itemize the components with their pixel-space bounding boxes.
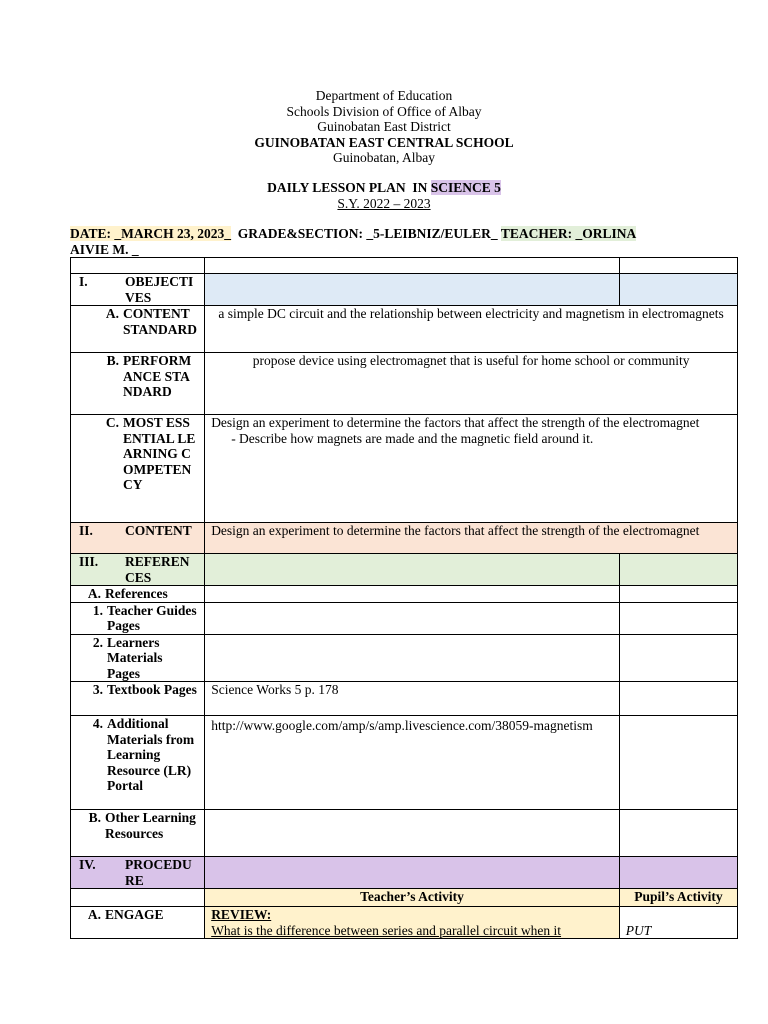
table-row — [71, 907, 738, 939]
table-row — [71, 353, 738, 415]
number: 1. — [92, 602, 103, 618]
number: 2. — [92, 634, 103, 650]
review-label: REVIEW: — [211, 907, 272, 922]
content-standard-value: a simple DC circuit and the relationship between electricity and magnetism in electromagnets — [205, 306, 738, 353]
section-label-ref-2: Learners Materials Pages — [107, 634, 163, 681]
letter: A. — [87, 907, 101, 922]
teacher-activity-header: Teacher’s Activity — [205, 889, 620, 907]
table-row — [71, 258, 738, 274]
table-row — [71, 857, 738, 889]
melc-value-line1: Design an experiment to determine the factors that affect the strength of the electromagnet — [211, 415, 700, 430]
section-label-ref-4: Additional Materials from Learning Resource (LR) Portal — [107, 716, 195, 793]
pupil-activity-header: Pupil’s Activity — [619, 889, 737, 907]
teacher-field-cont: AIVIE M. _ — [70, 241, 139, 257]
review-text: What is the difference between series and parallel circuit when it — [211, 922, 562, 938]
teacher-field: TEACHER: _ORLINA — [500, 226, 637, 241]
grade-section-field: GRADE&SECTION: _5-LEIBNIZ/EULER_ — [231, 226, 501, 241]
pupil-text: PUT — [625, 922, 652, 938]
section-label-procedure: PROCEDURE — [125, 857, 192, 888]
table-row — [71, 602, 738, 634]
document-header — [0, 88, 768, 166]
table-row — [71, 889, 738, 907]
info-line — [70, 226, 740, 257]
table-row — [71, 634, 738, 682]
lr-portal-link[interactable]: http://www.google.com/amp/s/amp.livescience.com/38059-magnetism — [205, 716, 620, 810]
title-subject: SCIENCE 5 — [430, 180, 501, 195]
table-row — [71, 274, 738, 306]
letter: C. — [105, 415, 119, 430]
melc-value-line2: - Describe how magnets are made and the magnetic field around it. — [231, 430, 594, 446]
letter: A. — [105, 306, 119, 321]
table-row — [71, 415, 738, 523]
textbook-pages-value: Science Works 5 p. 178 — [205, 682, 620, 716]
table-row — [71, 523, 738, 554]
table-row — [71, 682, 738, 716]
number: 3. — [92, 682, 103, 697]
header-location: Guinobatan, Albay — [333, 150, 435, 165]
section-label-ref-b: Other Learning Resources — [105, 810, 196, 841]
letter: B. — [88, 810, 101, 825]
header-district: Guinobatan East District — [317, 119, 451, 134]
school-year: S.Y. 2022 – 2023 — [337, 195, 431, 211]
roman-numeral: I. — [79, 274, 88, 289]
table-row — [71, 810, 738, 857]
roman-numeral: II. — [79, 523, 93, 538]
section-label-content: CONTENT — [125, 523, 192, 538]
engage-teacher-activity — [205, 907, 620, 939]
title-prefix: DAILY LESSON PLAN IN — [267, 180, 431, 195]
roman-numeral: IV. — [79, 857, 96, 872]
section-label-melc: MOST ESSENTIAL LEARNING COMPETENCY — [123, 415, 196, 492]
section-label-objectives: OBEJECTIVES — [125, 274, 194, 305]
header-department: Department of Education — [315, 88, 453, 103]
letter: B. — [106, 353, 119, 368]
section-label-references: REFERENCES — [125, 554, 190, 585]
content-value: Design an experiment to determine the factors that affect the strength of the electromagnet — [205, 523, 738, 554]
lesson-plan-table — [70, 257, 738, 939]
number: 4. — [92, 716, 103, 731]
header-school: GUINOBATAN EAST CENTRAL SCHOOL — [254, 134, 514, 150]
letter: A. — [87, 586, 101, 601]
table-row — [71, 716, 738, 810]
section-label-engage: ENGAGE — [105, 907, 164, 922]
section-label-ref-a: References — [105, 586, 168, 601]
document-title — [0, 180, 768, 211]
date-field: DATE: _MARCH 23, 2023_ — [70, 226, 231, 241]
header-division: Schools Division of Office of Albay — [286, 103, 482, 119]
section-label-content-standard: CONTENT STANDARD — [123, 306, 198, 337]
section-label-ref-3: Textbook Pages — [107, 682, 197, 697]
table-row — [71, 306, 738, 353]
engage-pupil-activity — [619, 907, 737, 939]
melc-value — [205, 415, 738, 523]
roman-numeral: III. — [79, 554, 99, 569]
table-row — [71, 554, 738, 586]
section-label-performance-standard: PERFORMANCE STANDARD — [123, 353, 192, 399]
table-row — [71, 586, 738, 603]
section-label-ref-1: Teacher Guides Pages — [107, 602, 197, 633]
performance-standard-value: propose device using electromagnet that is useful for home school or community — [205, 353, 738, 415]
